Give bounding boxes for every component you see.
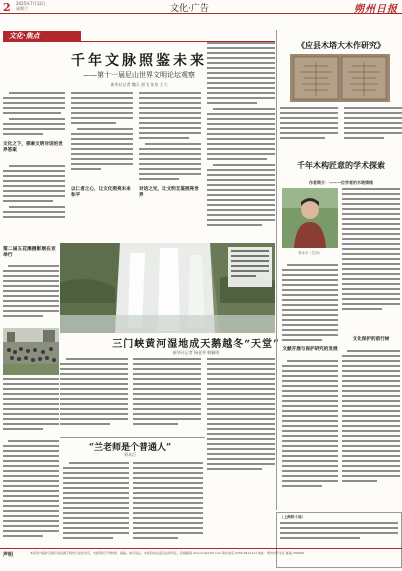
waterfall-byline: 新华社记者 杨金华 韩颖明: [172, 350, 220, 355]
text-lines: [60, 358, 128, 438]
side-article-body: [3, 265, 59, 325]
waterfall-headline: 三门峡黄河湿地成天鹅越冬“天堂”: [112, 339, 280, 350]
text-lines: [3, 378, 59, 438]
notice-lines: [280, 522, 400, 548]
text-lines: [3, 165, 65, 225]
subtitle-1: 文化之下，探索文明对话的世界答案: [3, 142, 63, 153]
feature-column-3: [139, 90, 201, 240]
text-lines: [207, 358, 275, 508]
mid-subtitle: 文献开展与保护研究的发展: [282, 347, 338, 352]
waterfall-column-3: [207, 358, 275, 508]
footer-label: 声明: [3, 552, 14, 558]
portrait-photo: [282, 188, 338, 248]
subtitle-2: 以仁者之心，让文化照亮未来和平: [71, 187, 131, 198]
column-divider: [276, 30, 277, 510]
date: 2025年7月12日: [16, 1, 46, 6]
footer-text: 本报所刊稿件及图片版权属于朔州日报社所有，未经授权不得转载、摘编。如有违反，本报将依法追究法律责任。投稿邮箱 zhoumo@163.com 联系电话 0349-2811111 地址：朔州市开发区 邮编 036000: [30, 551, 305, 555]
essay-column-1: [3, 440, 59, 545]
weekday: 星期六: [16, 6, 28, 11]
notice-heading: （上海铁十局）: [280, 515, 306, 519]
text-lines: [133, 462, 203, 546]
feature-subtitle-2: [71, 185, 133, 205]
book-text: [280, 105, 402, 157]
waterfall-column-2: [133, 358, 201, 438]
wood-article-headline: 千年木构匠意的学术探索: [297, 160, 385, 170]
text-lines: [3, 265, 59, 325]
portrait-caption: 李永平（左四）: [298, 251, 322, 255]
essay-column-3: [133, 462, 203, 546]
wood-subtitle-mid: [282, 345, 338, 359]
small-subtitle: 文化保护的前行树: [352, 337, 390, 342]
text-lines: [207, 40, 275, 240]
feature-column-4: [207, 40, 275, 240]
essay-headline: “兰老师是个普通人”: [88, 443, 172, 453]
side-title: 第二届五花滩摄影展在京举行: [3, 247, 56, 258]
text-lines: [71, 90, 133, 180]
text-lines: [133, 358, 201, 438]
feature-column-2: [71, 90, 133, 180]
feature-subhead: ——第十一届尼山世界文明论坛观察: [83, 71, 195, 79]
essay-byline: 刘从臣: [124, 452, 136, 457]
side-article-body-2: [3, 378, 59, 438]
text-lines: [342, 350, 400, 500]
text-lines: [63, 462, 129, 546]
essay-rule: [60, 437, 205, 438]
date-line: [16, 1, 46, 11]
waterfall-photo: [60, 243, 275, 333]
essay-column-2: [63, 462, 129, 546]
book-title: 《应县木塔大木作研究》: [297, 40, 385, 50]
waterfall-column-1: [60, 358, 128, 438]
text-lines: [342, 188, 400, 328]
wood-column-1: [342, 188, 400, 328]
text-lines: [139, 90, 201, 240]
crowd-photo: [3, 328, 59, 375]
text-lines: [3, 440, 59, 545]
feature-subtitle-3: [139, 185, 201, 205]
book-cover-photo: [290, 54, 390, 102]
page-number: 2: [3, 1, 11, 14]
portrait-image: [282, 188, 338, 248]
wood-column-4: [342, 350, 400, 500]
section-name: 文化·广告: [170, 4, 209, 14]
wood-article-subhead: 作者简介：——一位学者的木塔情缘: [309, 180, 373, 185]
wood-subtitle-small: [342, 335, 400, 349]
caption-lines: [228, 247, 272, 287]
photo-caption-box: [228, 247, 272, 287]
wood-column-3: [282, 360, 338, 500]
feature-subtitle-1: [3, 140, 65, 160]
subtitle-3: 对话之光，让文明互鉴照亮世界: [139, 187, 199, 198]
feature-headline: 千年文脉照鉴未来: [71, 53, 207, 69]
text-lines: [280, 105, 402, 157]
side-article-title: [3, 245, 59, 263]
feature-column-1b: [3, 165, 65, 225]
text-lines: [282, 360, 338, 500]
section-tag: 文化·焦点: [3, 31, 81, 41]
feature-byline: 新华社记者 魏天 郭飞 张泉 王大: [110, 82, 168, 87]
newspaper-logo: 朔州日报: [354, 4, 398, 15]
crowd-image: [3, 328, 59, 375]
book-cover-image: [290, 54, 390, 102]
